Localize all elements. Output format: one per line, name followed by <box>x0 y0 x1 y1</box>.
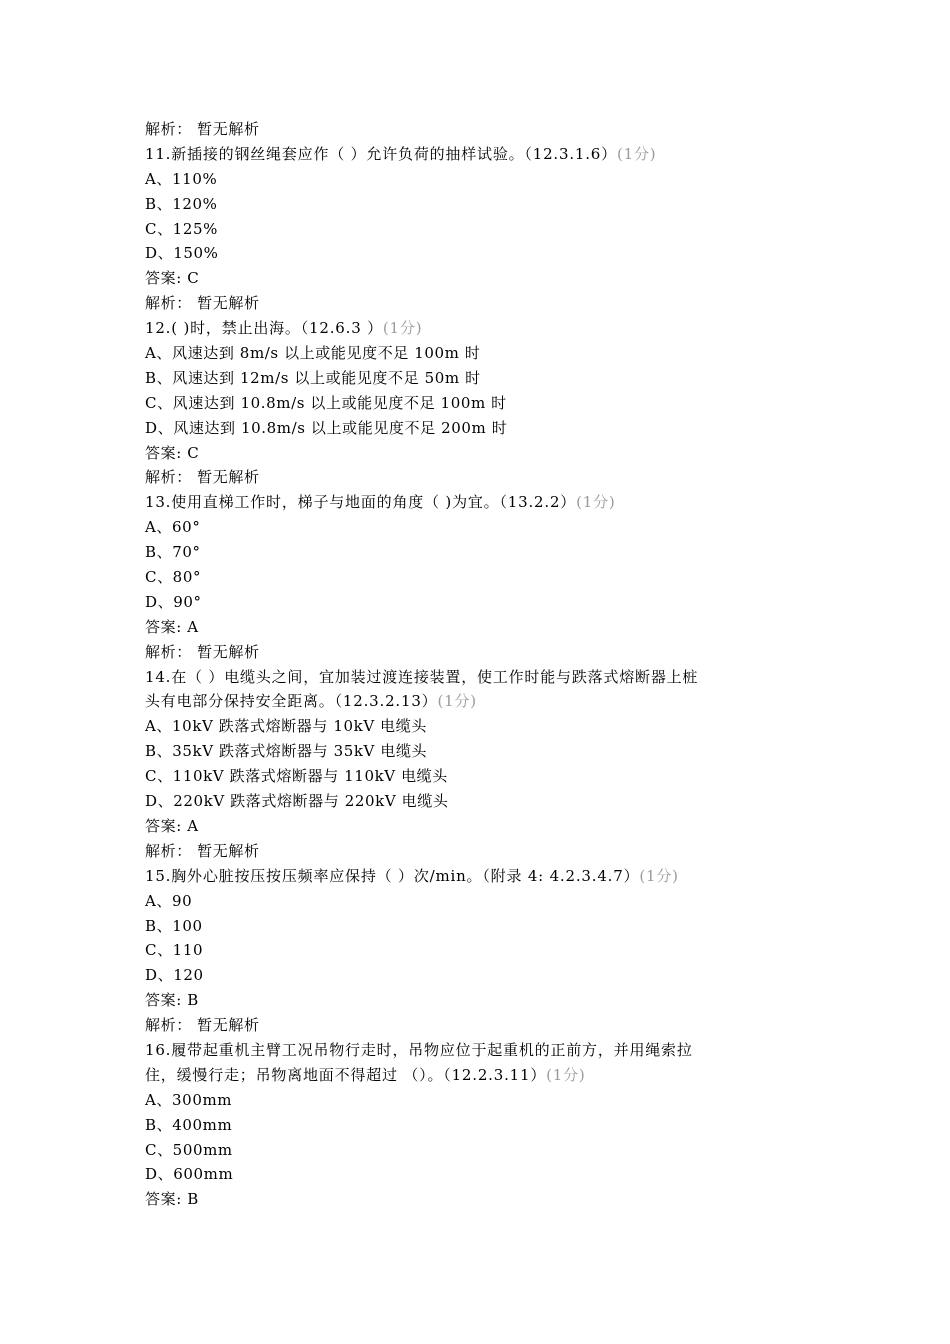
option-b: B、100 <box>145 916 203 935</box>
option-b: B、120% <box>145 194 218 213</box>
score-label: (1分) <box>437 692 477 711</box>
score-label: (1分) <box>546 1065 586 1084</box>
analysis-line: 解析： 暂无解析 <box>145 642 260 661</box>
option-c: C、125% <box>145 219 218 238</box>
option-d: D、600mm <box>145 1165 234 1184</box>
question-stem: 13.使用直梯工作时，梯子与地面的角度（ )为宜。（13.2.2）(1分) <box>145 493 616 512</box>
analysis-line: 解析： 暂无解析 <box>145 1016 260 1035</box>
answer-line: 答案: B <box>145 991 199 1010</box>
option-a: A、300mm <box>145 1090 233 1109</box>
option-c: C、80° <box>145 568 202 587</box>
option-d: D、风速达到 10.8m/s 以上或能见度不足 200m 时 <box>145 418 508 437</box>
option-a: A、风速达到 8m/s 以上或能见度不足 100m 时 <box>145 344 481 363</box>
analysis-line: 解析： 暂无解析 <box>145 294 260 313</box>
option-d: D、120 <box>145 966 204 985</box>
option-a: A、10kV 跌落式熔断器与 10kV 电缆头 <box>145 717 427 736</box>
option-b: B、风速达到 12m/s 以上或能见度不足 50m 时 <box>145 368 481 387</box>
question-stem-line1: 16.履带起重机主臂工况吊物行走时，吊物应位于起重机的正前方，并用绳索拉 <box>145 1040 693 1059</box>
option-c: C、500mm <box>145 1140 233 1159</box>
option-b: B、400mm <box>145 1115 233 1134</box>
option-c: C、110kV 跌落式熔断器与 110kV 电缆头 <box>145 767 448 786</box>
question-12 <box>145 316 815 490</box>
question-14 <box>145 665 815 864</box>
score-label: (1分) <box>616 144 657 163</box>
score-label: (1分) <box>576 493 616 512</box>
question-16 <box>145 1038 815 1212</box>
question-13 <box>145 490 815 664</box>
option-c: C、110 <box>145 941 204 960</box>
answer-line: 答案: C <box>145 269 200 288</box>
option-b: B、35kV 跌落式熔断器与 35kV 电缆头 <box>145 742 428 761</box>
option-d: D、90° <box>145 592 202 611</box>
option-b: B、70° <box>145 543 201 562</box>
answer-line: 答案: A <box>145 617 199 636</box>
option-d: D、220kV 跌落式熔断器与 220kV 电缆头 <box>145 792 449 811</box>
document-body <box>145 117 815 1212</box>
question-stem: 15.胸外心脏按压按压频率应保持（ ）次/min。（附录 4: 4.2.3.4.7）(1分) <box>145 866 679 885</box>
option-a: A、90 <box>145 891 193 910</box>
question-15 <box>145 864 815 1038</box>
question-11 <box>145 142 815 316</box>
option-a: A、110% <box>145 169 218 188</box>
answer-line: 答案: B <box>145 1190 199 1209</box>
option-d: D、150% <box>145 244 219 263</box>
analysis-line: 解析： 暂无解析 <box>145 120 260 138</box>
answer-line: 答案: C <box>145 443 200 462</box>
question-stem-line1: 14.在（ ）电缆头之间，宜加装过渡连接装置，使工作时能与跌落式熔断器上桩 <box>145 667 699 686</box>
question-stem: 11.新插接的钢丝绳套应作（ ）允许负荷的抽样试验。（12.3.1.6）(1分) <box>145 144 657 163</box>
question-stem-line2: 头有电部分保持安全距离。（12.3.2.13）(1分) <box>145 692 477 711</box>
option-c: C、风速达到 10.8m/s 以上或能见度不足 100m 时 <box>145 393 507 412</box>
question-stem-line2: 住，缓慢行走；吊物离地面不得超过 （）。（12.2.3.11）(1分) <box>145 1065 586 1084</box>
score-label: (1分) <box>639 866 679 885</box>
option-a: A、60° <box>145 518 201 537</box>
analysis-line: 解析： 暂无解析 <box>145 468 260 487</box>
analysis-line: 解析： 暂无解析 <box>145 841 260 860</box>
answer-line: 答案: A <box>145 816 199 835</box>
score-label: (1分) <box>382 319 423 338</box>
question-stem: 12.( )时，禁止出海。（12.6.3 ）(1分) <box>145 319 423 338</box>
